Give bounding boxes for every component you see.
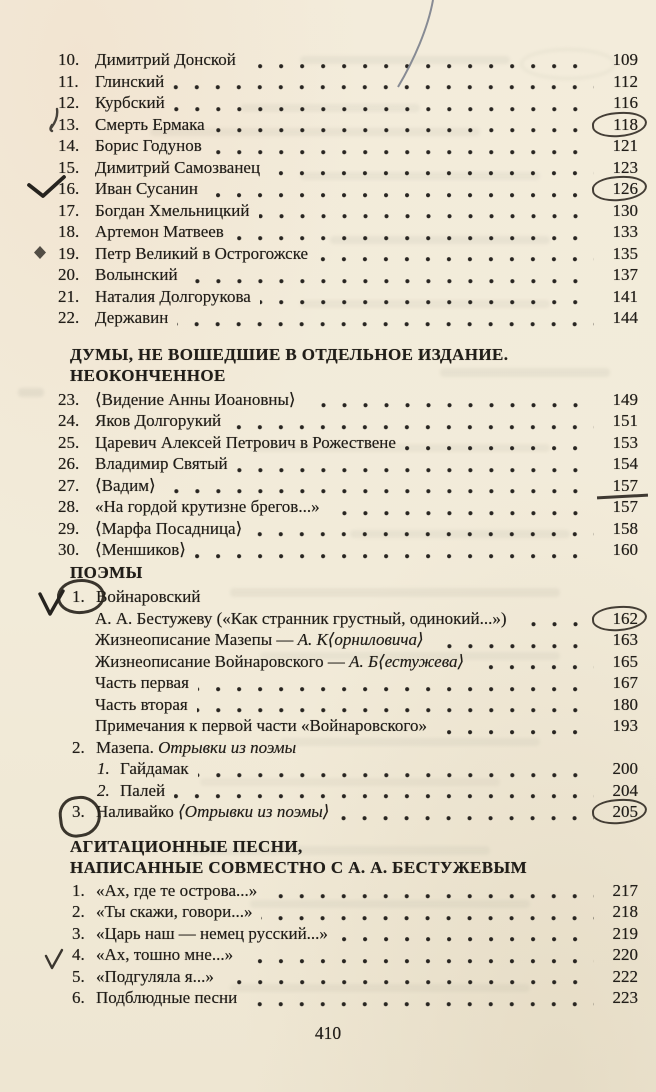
dot-leader <box>305 403 595 408</box>
entry-title <box>95 695 188 715</box>
dot-leader <box>317 257 594 262</box>
toc-entry <box>72 945 638 967</box>
entry-title-part: «Ах, тошно мне...» <box>96 945 234 964</box>
entry-title <box>120 781 165 801</box>
dot-leader <box>405 446 594 451</box>
entry-title <box>95 609 507 629</box>
entry-number: 14. <box>58 136 80 155</box>
entry-title-part: ⟨Вадим⟩ <box>95 475 156 495</box>
entry-number: 22. <box>58 308 80 327</box>
entry-title <box>95 630 424 650</box>
toc-entry <box>58 390 638 412</box>
entry-title-part: Волынский <box>95 265 178 284</box>
dot-leader <box>165 489 594 494</box>
entry-title <box>95 179 198 199</box>
entry-page-number: 180 <box>612 694 638 714</box>
entry-title <box>95 519 242 539</box>
dot-leader <box>207 193 594 198</box>
entry-title-part: «На гордой крутизне брегов...» <box>95 497 320 516</box>
toc-entry <box>97 781 638 803</box>
toc-entry <box>58 476 638 498</box>
entry-page-number: 118 <box>602 115 638 135</box>
entry-page-number: 165 <box>612 651 638 671</box>
entry-title-part: Иван Сусанин <box>95 179 198 198</box>
toc-section <box>58 344 638 562</box>
entry-title <box>95 244 308 264</box>
toc-entry <box>58 244 638 266</box>
entry-number: 30. <box>58 540 80 559</box>
entry-title-part: ⟨Марфа Посадница⟩ <box>95 518 243 538</box>
toc-entry <box>72 967 638 989</box>
toc-entry <box>95 716 638 738</box>
entry-title <box>95 201 250 221</box>
toc-entry <box>58 265 638 287</box>
entry-page-number: 149 <box>612 389 638 409</box>
entry-title <box>95 476 156 496</box>
entry-title-part: Наливайко <box>96 802 179 821</box>
toc-entry <box>58 93 638 115</box>
entry-title-part: Жизнеописание Войнаровского — <box>95 651 350 671</box>
entry-title-part: Гайдамак <box>120 759 189 778</box>
dot-leader <box>187 279 594 284</box>
entry-page-number: 123 <box>612 157 638 177</box>
entry-title <box>95 50 236 70</box>
entry-number: 12. <box>58 93 80 112</box>
entry-page-number: 160 <box>612 540 638 559</box>
entry-page-number: 137 <box>612 265 638 284</box>
toc-entry <box>58 179 638 201</box>
entry-title-part: А. Б⟨естужева⟩ <box>349 651 465 671</box>
entry-title-part: Димитрий Самозванец <box>95 157 261 177</box>
entry-title-part: Владимир Святый <box>95 454 228 473</box>
bleedthrough-artifact <box>18 388 44 397</box>
dot-leader <box>230 425 594 430</box>
entry-title-part: Смерть Ермака <box>95 114 205 134</box>
dot-leader <box>198 773 594 778</box>
entry-title-part: А. К⟨орниловича⟩ <box>297 630 424 649</box>
toc-entry <box>58 411 638 433</box>
entry-number: 1. <box>72 587 96 607</box>
entry-title-part: Палей <box>120 780 166 800</box>
dot-leader <box>259 214 595 219</box>
entry-number: 20. <box>58 265 80 284</box>
page-number: 410 <box>314 1023 342 1043</box>
entry-number: 10. <box>58 50 80 69</box>
toc-entry <box>95 652 638 674</box>
entry-number: 27. <box>58 475 80 495</box>
entry-title <box>95 136 202 156</box>
entry-title <box>96 902 252 922</box>
dot-leader <box>223 980 594 985</box>
dot-leader <box>261 916 594 921</box>
entry-page-number: 153 <box>612 432 638 452</box>
margin-tick-13 <box>51 109 58 131</box>
entry-page-number: 158 <box>612 518 638 538</box>
entry-number: 3. <box>72 802 96 822</box>
entry-title <box>95 673 189 693</box>
dot-leader <box>197 708 594 713</box>
section-heading: АГИТАЦИОННЫЕ ПЕСНИ, <box>70 836 303 856</box>
toc-entry <box>58 540 638 562</box>
entry-title-part: ⟨Меншиков⟩ <box>95 540 186 559</box>
entry-page-number: 141 <box>612 286 638 306</box>
entry-title <box>96 924 328 944</box>
entry-title <box>95 287 251 307</box>
toc-entry <box>72 802 638 824</box>
entry-page-number: 219 <box>612 923 638 943</box>
toc-entry <box>58 72 638 94</box>
entry-title <box>95 716 427 736</box>
entry-title <box>95 411 221 431</box>
entry-title <box>96 738 296 758</box>
dot-leader <box>237 468 594 473</box>
entry-page-number: 157 <box>612 497 638 516</box>
entry-title <box>96 802 329 822</box>
entry-title <box>95 115 205 135</box>
entry-page-number: 223 <box>612 988 638 1007</box>
toc-entry <box>58 308 638 330</box>
entry-title <box>95 454 228 474</box>
entry-title <box>95 390 296 410</box>
toc-entry <box>95 673 638 695</box>
toc-entry <box>72 587 638 609</box>
entry-title-part: Петр Великий в Острогожске <box>95 243 309 263</box>
entry-title-part: Царевич Алексей Петрович в Рожествене <box>95 432 396 452</box>
dot-leader <box>174 107 594 112</box>
entry-title <box>95 72 164 92</box>
toc-entry <box>72 902 638 924</box>
entry-title-part: Наталия Долгорукова <box>95 286 251 306</box>
dot-leader <box>266 894 594 899</box>
entry-page-number: 116 <box>613 93 638 112</box>
entry-title <box>95 265 178 285</box>
dot-leader <box>338 816 594 821</box>
entry-title <box>95 93 165 113</box>
toc-entry <box>95 630 638 652</box>
entry-title-part: Димитрий Донской <box>95 50 236 69</box>
entry-page-number: 157 <box>602 476 638 496</box>
dot-leader <box>214 128 594 133</box>
entry-title <box>95 540 186 560</box>
entry-title-part: Часть вторая <box>95 694 188 714</box>
toc-entry <box>95 609 638 631</box>
entry-title-part: Борис Годунов <box>95 136 202 155</box>
entry-number: 11. <box>58 71 79 91</box>
dot-leader <box>329 511 594 516</box>
toc-entry <box>72 881 638 903</box>
entry-page-number: 126 <box>602 179 638 199</box>
entry-title-part: Жизнеописание Мазепы — <box>95 630 298 649</box>
entry-number: 3. <box>72 923 85 943</box>
entry-title-part: Глинский <box>95 71 165 91</box>
toc-entry <box>58 497 638 519</box>
toc-entry <box>58 158 638 180</box>
entry-title-part: Мазепа. <box>96 737 159 757</box>
entry-page-number: 162 <box>602 609 638 629</box>
entry-title-part: Артемон Матвеев <box>95 222 224 241</box>
entry-page-number: 217 <box>612 880 638 900</box>
entry-title-part: «Ты скажи, говори...» <box>96 902 253 921</box>
entry-number: 29. <box>58 518 80 538</box>
entry-number: 26. <box>58 454 80 473</box>
entry-title-part: «Царь наш — немец русский...» <box>96 923 328 943</box>
section-heading: ДУМЫ, НЕ ВОШЕДШИЕ В ОТДЕЛЬНОЕ ИЗДАНИЕ. <box>70 344 509 364</box>
entry-number: 2. <box>72 737 85 757</box>
toc-entry <box>58 201 638 223</box>
entry-title-part: Войнаровский <box>96 587 201 606</box>
entry-number: 17. <box>58 200 80 220</box>
entry-title-part: Курбский <box>95 93 165 112</box>
entry-title-part: Богдан Хмельницкий <box>95 200 250 220</box>
entry-page-number: 112 <box>613 71 638 91</box>
entry-number: 21. <box>58 286 80 306</box>
dot-leader <box>173 85 594 90</box>
entry-number: 6. <box>72 988 85 1007</box>
toc-entry <box>58 519 638 541</box>
entry-title-part: А. А. Бестужеву («Как странник грустный, одинокий...») <box>95 608 507 628</box>
entry-number: 15. <box>58 157 80 177</box>
section-heading: НЕОКОНЧЕННОЕ <box>70 366 226 385</box>
entry-number: 25. <box>58 432 80 452</box>
toc-entry <box>95 695 638 717</box>
toc-entry <box>58 287 638 309</box>
entry-title-part: Часть первая <box>95 673 189 692</box>
dot-leader <box>473 665 594 670</box>
entry-page-number: 151 <box>612 411 638 430</box>
entry-title-part: Подблюдные песни <box>96 988 238 1007</box>
entry-page-number: 220 <box>612 945 638 964</box>
entry-title <box>95 497 320 517</box>
entry-title <box>96 587 201 607</box>
entry-number: 1. <box>72 880 85 900</box>
entry-page-number: 204 <box>612 780 638 800</box>
entry-number: 16. <box>58 179 80 198</box>
entry-number: 18. <box>58 222 80 241</box>
entry-title <box>95 652 464 672</box>
entry-title <box>96 945 233 965</box>
entry-title-part: ⟨Видение Анны Иоановны⟩ <box>95 389 296 409</box>
entry-page-number: 130 <box>612 200 638 220</box>
dot-leader <box>433 644 594 649</box>
entry-page-number: 193 <box>612 716 638 735</box>
toc-section <box>58 562 638 824</box>
section-heading: ПОЭМЫ <box>70 562 143 582</box>
toc-entry <box>72 738 638 760</box>
toc-section <box>58 836 638 1010</box>
entry-number: 28. <box>58 497 80 516</box>
dot-leader <box>269 171 594 176</box>
toc-entry <box>72 988 638 1010</box>
dot-leader <box>177 322 594 327</box>
entry-page-number: 109 <box>612 50 638 69</box>
toc-entry <box>58 115 638 137</box>
entry-number: 4. <box>72 945 85 964</box>
toc-entry <box>58 433 638 455</box>
entry-number: 2. <box>97 780 110 800</box>
entry-page-number: 222 <box>612 966 638 986</box>
toc-entry <box>58 50 638 72</box>
entry-page-number: 218 <box>612 902 638 921</box>
entry-page-number: 200 <box>612 759 638 778</box>
entry-title <box>96 881 257 901</box>
entry-page-number: 133 <box>612 222 638 241</box>
dot-leader <box>245 64 594 69</box>
dot-leader <box>233 236 594 241</box>
entry-title-part: «Подгуляла я...» <box>96 966 214 986</box>
entry-page-number: 154 <box>612 454 638 473</box>
entry-title <box>95 158 260 178</box>
entry-number: 2. <box>72 902 85 921</box>
entry-page-number: 144 <box>612 308 638 327</box>
dot-leader <box>436 730 594 735</box>
entry-title-part: Отрывки из поэмы <box>158 737 297 757</box>
entry-page-number: 167 <box>612 673 638 692</box>
entry-number: 24. <box>58 411 80 430</box>
entry-title-part: Державин <box>95 308 169 327</box>
dot-leader <box>242 959 594 964</box>
dot-leader <box>251 532 594 537</box>
entry-title <box>95 433 396 453</box>
dot-leader <box>337 937 594 942</box>
toc-entry <box>58 136 638 158</box>
entry-page-number: 135 <box>612 243 638 263</box>
dot-leader <box>198 687 594 692</box>
entry-title <box>96 988 237 1008</box>
toc-entry <box>58 222 638 244</box>
entry-title <box>95 222 224 242</box>
entry-number: 19. <box>58 243 80 263</box>
entry-page-number: 205 <box>602 802 638 822</box>
margin-diamond-19 <box>34 246 46 259</box>
entry-number: 13. <box>58 114 80 134</box>
entry-title-part: Яков Долгорукий <box>95 411 222 430</box>
dot-leader <box>211 150 594 155</box>
entry-title <box>95 308 168 328</box>
dot-leader <box>246 1002 594 1007</box>
entry-number: 1. <box>97 759 110 778</box>
entry-page-number: 163 <box>612 630 638 649</box>
toc-entry <box>97 759 638 781</box>
entry-number: 5. <box>72 966 85 986</box>
entry-page-number: 121 <box>612 136 638 155</box>
table-of-contents <box>58 50 638 1010</box>
toc-entry <box>72 924 638 946</box>
entry-title <box>96 967 214 987</box>
dot-leader <box>195 554 594 559</box>
entry-title-part: ⟨Отрывки из поэмы⟩ <box>178 802 330 821</box>
dot-leader <box>260 300 594 305</box>
section-heading: НАПИСАННЫЕ СОВМЕСТНО С А. А. БЕСТУЖЕВЫМ <box>70 858 528 877</box>
entry-title <box>120 759 189 779</box>
toc-section <box>58 50 638 330</box>
entry-title-part: Примечания к первой части «Войнаровского» <box>95 716 427 735</box>
dot-leader <box>174 794 594 799</box>
entry-number: 23. <box>58 389 80 409</box>
dot-leader <box>516 622 595 627</box>
toc-entry <box>58 454 638 476</box>
entry-title-part: «Ах, где те острова...» <box>96 880 258 900</box>
